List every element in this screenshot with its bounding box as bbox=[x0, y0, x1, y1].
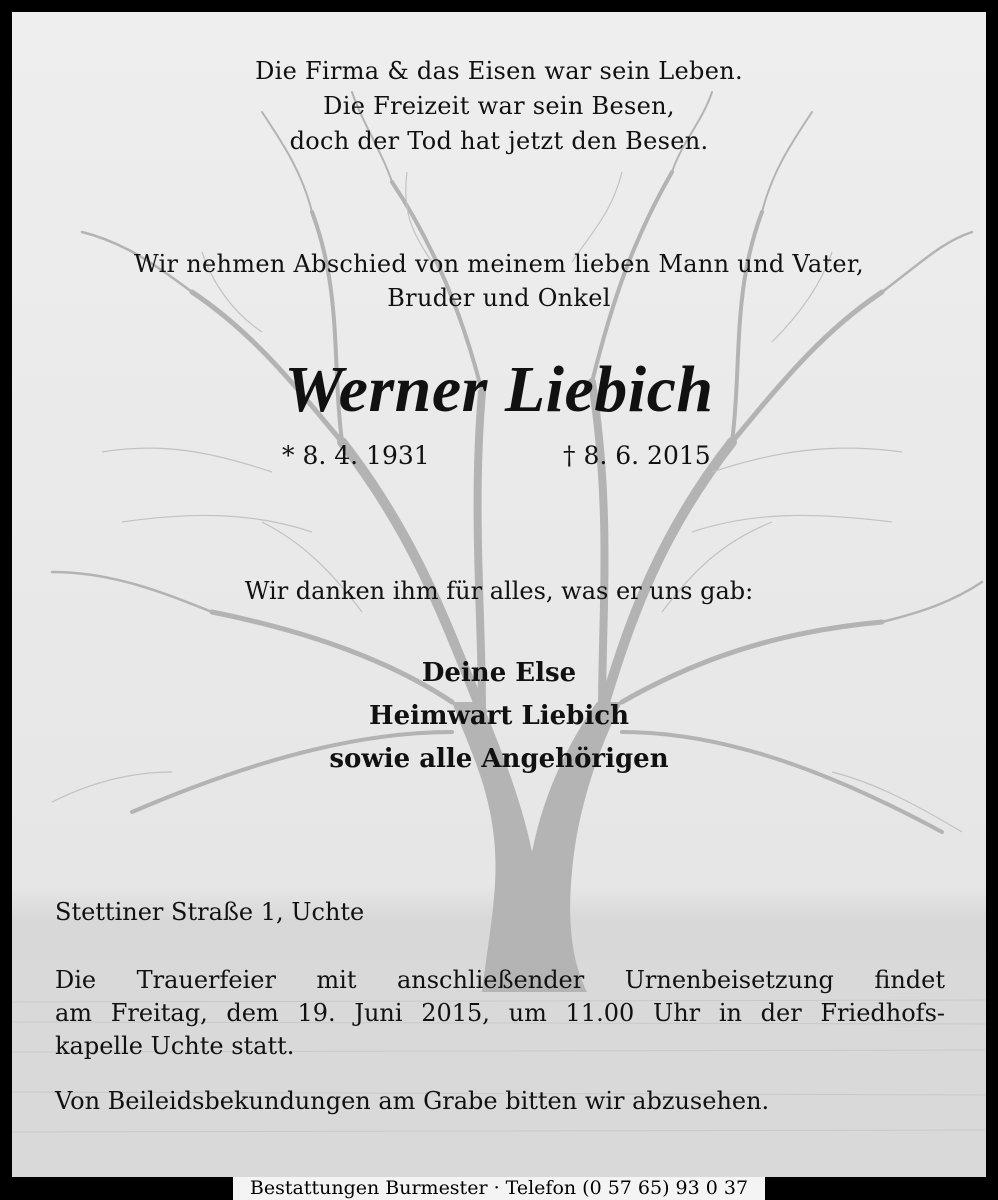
ceremony-line: kapelle Uchte statt. bbox=[55, 1032, 295, 1060]
mourner-name: Heimwart Liebich bbox=[369, 701, 629, 731]
mourner-name: Deine Else bbox=[421, 658, 577, 688]
ceremony-info bbox=[55, 964, 945, 1063]
motto-line: Die Freizeit war sein Besen, bbox=[323, 92, 675, 120]
life-dates bbox=[12, 436, 986, 476]
funeral-home-footer: Bestattungen Burmester · Telefon (0 57 65) 93 0 37 bbox=[233, 1177, 765, 1200]
notice-paper bbox=[12, 12, 986, 1177]
farewell-line: Wir nehmen Abschied von meinem lieben Mann und Vater, bbox=[134, 250, 864, 278]
death-date: † 8. 6. 2015 bbox=[563, 441, 711, 470]
ceremony-line: Die Trauerfeier mit anschließender Urnenbeisetzung findet bbox=[55, 966, 945, 994]
farewell-line: Bruder und Onkel bbox=[387, 284, 611, 312]
ceremony-line: am Freitag, dem 19. Juni 2015, um 11.00 Uhr in der Friedhofs- bbox=[55, 999, 945, 1027]
condolence-note: Von Beileidsbekundungen am Grabe bitten wir abzusehen. bbox=[55, 1087, 770, 1115]
mourner-name: sowie alle Angehörigen bbox=[329, 744, 669, 774]
mourners-list bbox=[12, 652, 986, 781]
motto-verse bbox=[12, 54, 986, 159]
deceased-name: Werner Liebich bbox=[284, 353, 714, 426]
thanks-text: Wir danken ihm für alles, was er uns gab: bbox=[244, 577, 754, 605]
address: Stettiner Straße 1, Uchte bbox=[55, 898, 365, 926]
motto-line: Die Firma & das Eisen war sein Leben. bbox=[255, 57, 743, 85]
motto-line: doch der Tod hat jetzt den Besen. bbox=[289, 127, 709, 155]
farewell-text bbox=[12, 247, 986, 315]
birth-date: * 8. 4. 1931 bbox=[282, 441, 430, 470]
